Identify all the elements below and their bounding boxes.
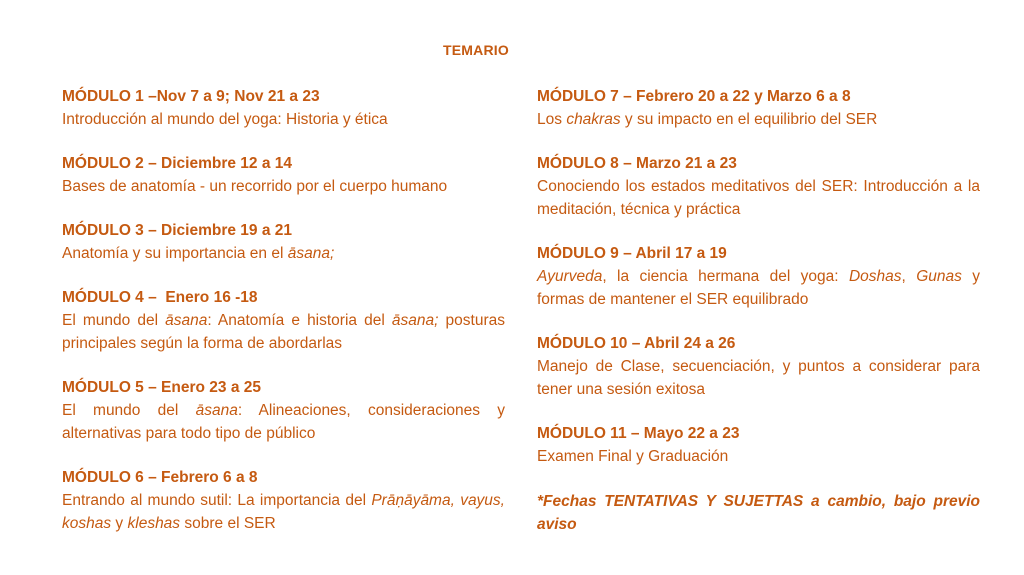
page-title: TEMARIO — [443, 42, 509, 58]
module-11 — [537, 423, 980, 468]
module-title: MÓDULO 8 – Marzo 21 a 23 — [537, 155, 737, 172]
module-title: MÓDULO 4 – Enero 16 -18 — [62, 289, 258, 306]
module-description: Ayurveda, la ciencia hermana del yoga: Doshas, Gunas y formas de mantener el SER equilibrado — [537, 268, 981, 308]
module-7 — [537, 86, 980, 131]
left-column — [62, 86, 505, 535]
module-description: Conociendo los estados meditativos del SER: Introducción a la meditación, técnica y práctica — [537, 178, 980, 218]
module-description: El mundo del āsana: Alineaciones, consideraciones y alternativas para todo tipo de público — [62, 402, 505, 442]
module-1 — [62, 86, 505, 131]
module-9 — [537, 243, 980, 311]
module-title: MÓDULO 7 – Febrero 20 a 22 y Marzo 6 a 8 — [537, 88, 851, 105]
module-title: MÓDULO 6 – Febrero 6 a 8 — [62, 469, 258, 486]
module-4 — [62, 287, 505, 355]
module-description: Anatomía y su importancia en el āsana; — [62, 245, 335, 262]
module-title: MÓDULO 3 – Diciembre 19 a 21 — [62, 222, 293, 239]
module-description: Manejo de Clase, secuenciación, y puntos a considerar para tener una sesión exitosa — [537, 358, 980, 398]
module-title: MÓDULO 11 – Mayo 22 a 23 — [537, 425, 740, 442]
module-10 — [537, 333, 980, 401]
module-description: Introducción al mundo del yoga: Historia y ética — [62, 111, 388, 128]
module-3 — [62, 220, 505, 265]
module-description: Los chakras y su impacto en el equilibrio del SER — [537, 111, 878, 128]
tentative-dates-note: *Fechas TENTATIVAS Y SUJETTAS a cambio, bajo previo aviso — [537, 493, 980, 533]
module-2 — [62, 153, 505, 198]
right-column — [537, 86, 980, 536]
module-description: Entrando al mundo sutil: La importancia del Prāṇāyāma, vayus, koshas y kleshas sobre el SER — [62, 492, 505, 532]
module-8 — [537, 153, 980, 221]
module-title: MÓDULO 2 – Diciembre 12 a 14 — [62, 155, 293, 172]
module-description: Bases de anatomía - un recorrido por el cuerpo humano — [62, 178, 448, 195]
module-description: El mundo del āsana: Anatomía e historia del āsana; posturas principales según la forma de abordarlas — [62, 312, 505, 352]
module-title: MÓDULO 10 – Abril 24 a 26 — [537, 335, 736, 352]
module-title: MÓDULO 1 –Nov 7 a 9; Nov 21 a 23 — [62, 88, 320, 105]
module-title: MÓDULO 9 – Abril 17 a 19 — [537, 245, 727, 262]
module-title: MÓDULO 5 – Enero 23 a 25 — [62, 379, 261, 396]
module-5 — [62, 377, 505, 445]
module-6 — [62, 467, 505, 535]
module-description: Examen Final y Graduación — [537, 448, 729, 465]
